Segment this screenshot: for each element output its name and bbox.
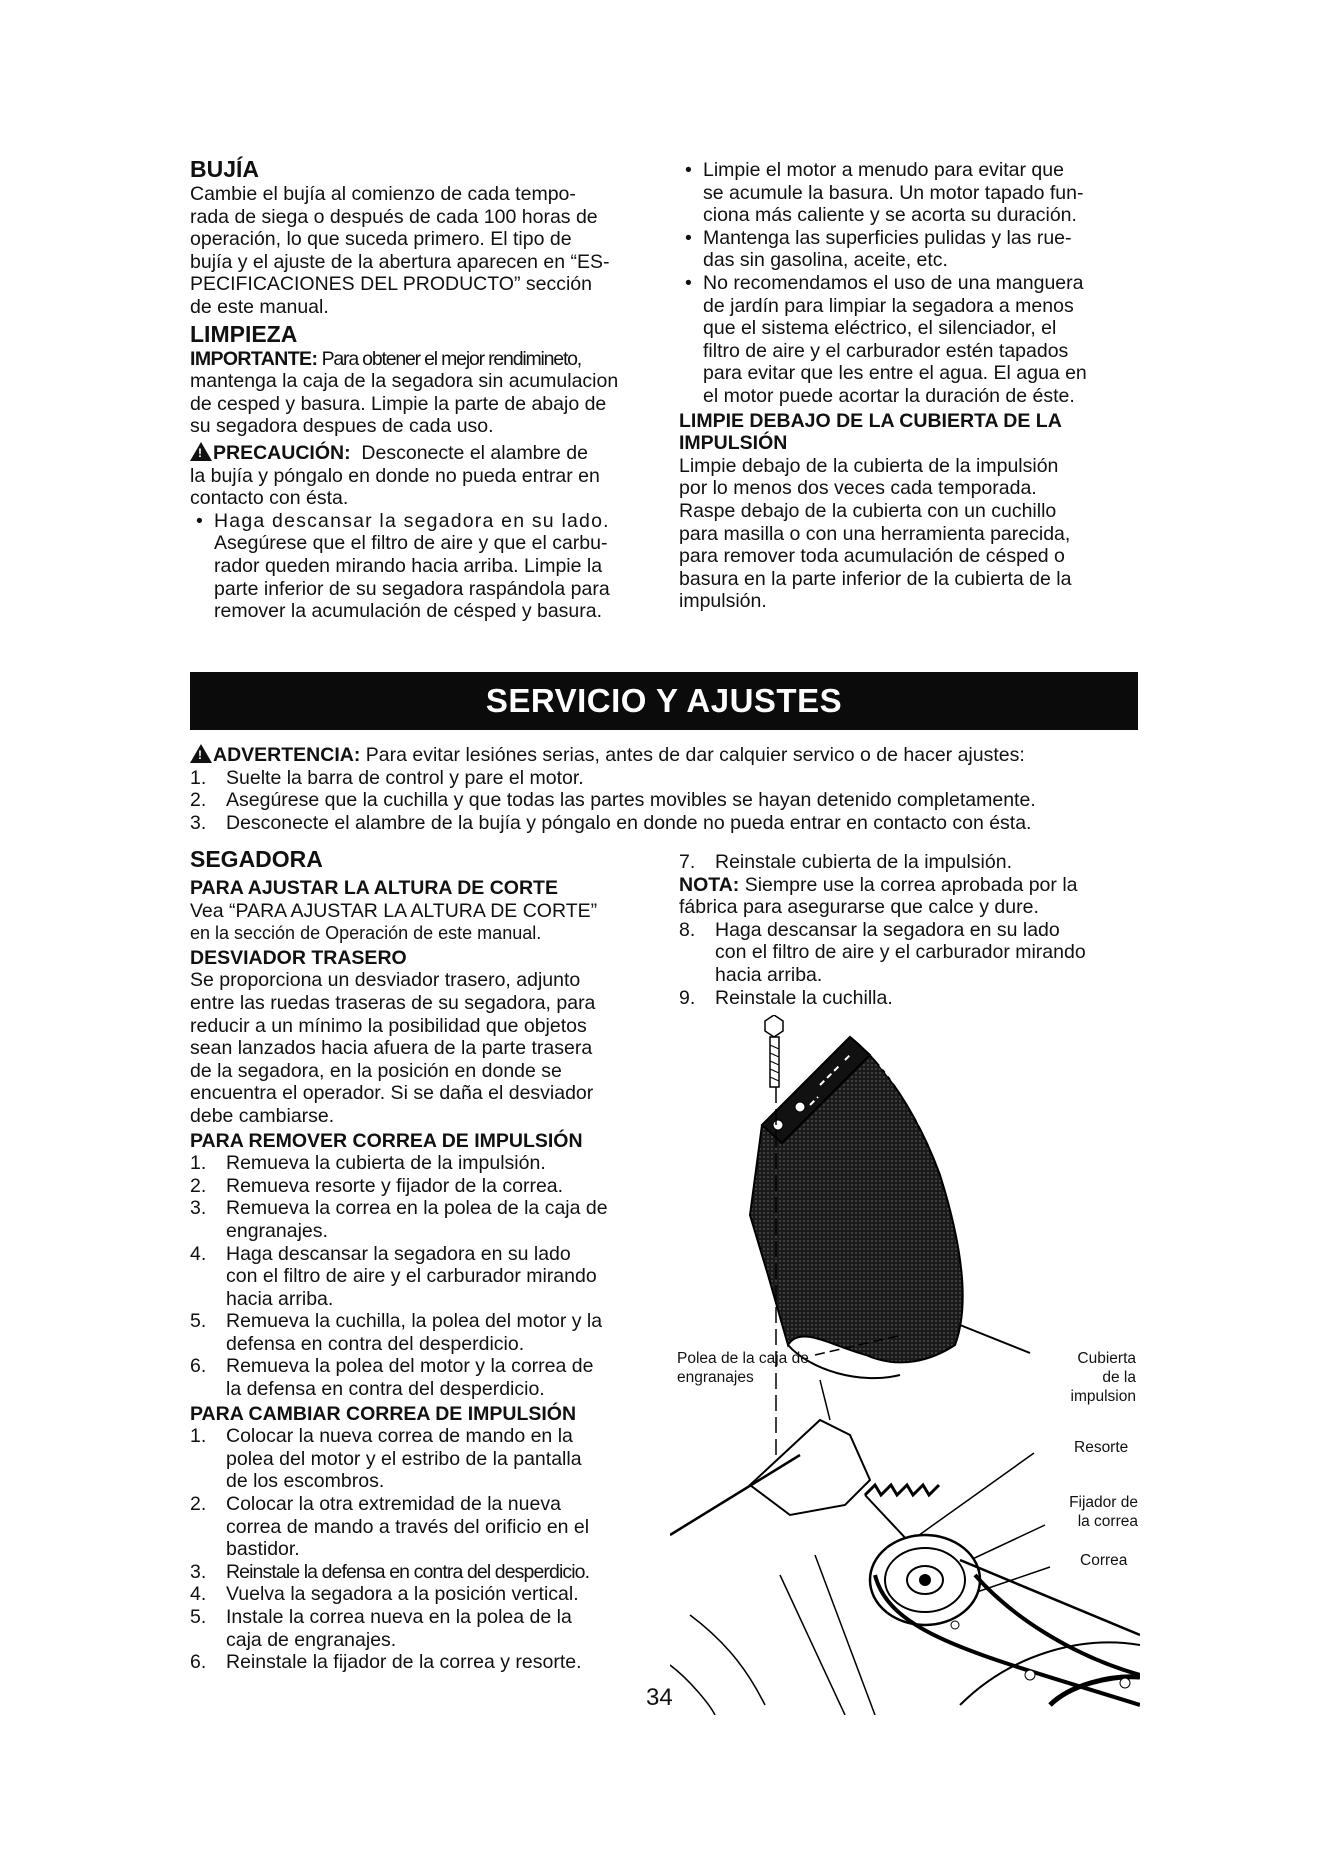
text-line — [190, 744, 1150, 767]
text-span: Desconecte el alambre de — [350, 441, 588, 464]
text-line: das sin gasolina, aceite, etc. — [703, 249, 948, 272]
label-line: engranajes — [677, 1369, 754, 1386]
text-line: basura en la parte inferior de la cubierta de la — [679, 567, 1072, 590]
list-item — [190, 789, 1150, 812]
text-line: Vea “PARA AJUSTAR LA ALTURA DE CORTE” — [190, 899, 598, 922]
item-text: Suelte la barra de control y pare el motor. — [226, 766, 584, 789]
right-top-column — [679, 159, 1139, 613]
label-polea — [677, 1349, 809, 1387]
text-line: Remueva resorte y fijador de la correa. — [226, 1174, 564, 1197]
text-line: para evitar que les entre el agua. El agua en — [703, 362, 1087, 385]
text-span: Para evitar lesiónes serias, antes de dar calquier servico o de hacer ajustes: — [360, 744, 1025, 766]
drive-cover-shape — [750, 1037, 963, 1362]
text-line: correa de mando a través del orificio en el — [226, 1515, 590, 1538]
text-line: Colocar la otra extremidad de la nueva — [226, 1493, 561, 1516]
text-line: la bujía y póngalo en donde no pueda entrar en — [190, 464, 600, 487]
text-line: Reinstale la defensa en contra del desperdicio. — [226, 1560, 590, 1583]
text-line: impulsión. — [679, 590, 767, 613]
text-line: caja de engranajes. — [226, 1628, 397, 1651]
text-line: por lo menos dos veces cada temporada. — [679, 477, 1037, 500]
text-line: se acumule la basura. Un motor tapado fun- — [703, 181, 1084, 204]
text-line: Colocar la nueva correa de mando en la — [226, 1425, 573, 1448]
bullet-item — [679, 159, 1139, 227]
text-line: Haga descansar la segadora en su lado — [226, 1242, 571, 1265]
list-item — [679, 851, 1139, 874]
warning-block — [190, 744, 1150, 834]
text-line: Remueva la correa en la polea de la caja de — [226, 1197, 608, 1220]
item-number: 4. — [190, 1242, 207, 1265]
hole-shape — [795, 1102, 805, 1112]
text-line: Limpie debajo de la cubierta de la impulsión — [679, 454, 1059, 477]
text-line: su segadora despues de cada uso. — [190, 415, 494, 438]
label-line: Fijador de — [1069, 1494, 1138, 1511]
text-line: de cesped y basura. Limpie la parte de abajo de — [190, 392, 607, 415]
bujia-heading: BUJÍA — [190, 156, 260, 182]
bullet-item — [679, 227, 1139, 272]
label-line: Polea de la caja de — [677, 1350, 809, 1367]
text-line: • No recomendamos el uso de una manguera — [703, 271, 1084, 294]
item-number: 2. — [190, 1493, 207, 1516]
list-item — [190, 1197, 660, 1242]
list-item — [190, 767, 1150, 790]
text-line: engranajes. — [226, 1219, 328, 1242]
text-line: con el filtro de aire y el carburador mirando — [715, 941, 1086, 964]
item-text: Reinstale cubierta de la impulsión. — [715, 851, 1012, 873]
precaucion-label: PRECAUCIÓN: — [213, 441, 351, 464]
label-line: la correa — [1077, 1513, 1138, 1530]
text-line: con el filtro de aire y el carburador mirando — [226, 1265, 597, 1288]
nota-label: NOTA: — [679, 873, 740, 896]
desviador-paragraph — [190, 969, 660, 1127]
list-item — [190, 1651, 660, 1674]
item-number: 2. — [190, 789, 207, 812]
limpieza-heading: LIMPIEZA — [190, 320, 298, 347]
text-line: operación, lo que suceda primero. El tipo de — [190, 228, 572, 251]
bujia-paragraph — [190, 183, 660, 319]
text-line: polea del motor y el estribo de la pantalla — [226, 1447, 582, 1470]
list-item — [190, 1243, 660, 1311]
importante-paragraph — [190, 348, 660, 438]
hole-shape — [773, 1120, 783, 1130]
label-resorte: Resorte — [1074, 1439, 1129, 1456]
text-line: mantenga la caja de la segadora sin acumulacion — [190, 370, 619, 393]
text-line: Cambie el bujía al comienzo de cada tempo- — [190, 183, 576, 205]
item-number: 1. — [190, 1152, 207, 1175]
label-cubierta — [1030, 1349, 1136, 1406]
text-line: filtro de aire y el carburador estén tapados — [703, 339, 1069, 362]
limpie-heading: LIMPIE DEBAJO DE LA CUBIERTA DE LA — [679, 409, 1062, 432]
text-line: de la segadora, en la posición en donde se — [190, 1059, 562, 1082]
text-line: de los escombros. — [226, 1470, 385, 1493]
text-line: debe cambiarse. — [190, 1104, 335, 1127]
list-item — [190, 1310, 660, 1355]
text-line: remover la acumulación de césped y basura. — [214, 600, 603, 623]
list-item — [190, 1152, 660, 1175]
list-item — [190, 1606, 660, 1651]
importante-label: IMPORTANTE: — [190, 347, 318, 370]
item-number: 1. — [190, 1425, 207, 1448]
text-line: PECIFICACIONES DEL PRODUCTO” sección — [190, 273, 592, 296]
list-item — [190, 1561, 660, 1584]
text-line: Vuelva la segadora a la posición vertical. — [226, 1583, 579, 1606]
page-number: 34 — [646, 1684, 673, 1711]
item-number: 3. — [190, 1197, 207, 1220]
limpie-paragraph — [679, 455, 1139, 613]
label-line: impulsion — [1070, 1388, 1136, 1405]
list-item — [679, 919, 1139, 987]
text-line: encuentra el operador. Si se daña el desviador — [190, 1082, 594, 1105]
item-number: 4. — [190, 1583, 207, 1606]
item-number: 1. — [190, 766, 207, 789]
text-line — [190, 442, 660, 465]
text-line: • Mantenga las superficies pulidas y las rue- — [703, 226, 1072, 249]
frame-bracket-shape — [750, 1420, 870, 1515]
limpie-heading-2: IMPULSIÓN — [679, 432, 788, 455]
text-line: hacia arriba. — [715, 963, 823, 986]
text-line: Remueva la cuchilla, la polea del motor y la — [226, 1310, 603, 1333]
warning-icon — [190, 442, 212, 461]
text-line: Raspe debajo de la cubierta con un cuchillo — [679, 499, 1057, 522]
text-line: rador queden mirando hacia arriba. Limpie la — [214, 554, 603, 577]
item-number: 3. — [190, 1560, 207, 1583]
list-item — [190, 1175, 660, 1198]
list-item — [190, 1355, 660, 1400]
text-line: • Limpie el motor a menudo para evitar que — [703, 159, 1064, 181]
text-line: para remover toda acumulación de césped o — [679, 545, 1065, 568]
text-line: hacia arriba. — [226, 1287, 334, 1310]
cambiar-heading: PARA CAMBIAR CORREA DE IMPULSIÓN — [190, 1402, 577, 1425]
text-line: contacto con ésta. — [190, 487, 349, 510]
item-number: 6. — [190, 1651, 207, 1674]
list-item — [190, 1583, 660, 1606]
segadora-heading: SEGADORA — [190, 846, 323, 872]
text-line: el motor puede acortar la duración de éste. — [703, 384, 1075, 407]
text-line: que el sistema eléctrico, el silenciador, el — [703, 317, 1057, 340]
list-item — [190, 1493, 660, 1561]
text-line: para masilla o con una herramienta parecida, — [679, 522, 1071, 545]
label-correa: Correa — [1080, 1552, 1128, 1569]
label-line: Cubierta — [1077, 1350, 1136, 1367]
pulley-icon — [870, 1535, 980, 1625]
item-number: 5. — [190, 1310, 207, 1333]
text-line: sean lanzados hacia afuera de la parte trasera — [190, 1037, 593, 1060]
text-line: Remueva la polea del motor y la correa de — [226, 1355, 594, 1378]
text-line: Remueva la cubierta de la impulsión. — [226, 1152, 546, 1175]
text-line: bastidor. — [226, 1538, 300, 1561]
text-line: defensa en contra del desperdicio. — [226, 1332, 525, 1355]
left-top-column — [190, 156, 660, 623]
item-number: 3. — [190, 811, 207, 834]
warning-icon — [190, 744, 212, 763]
text-line: ciona más caliente y se acorta su duración. — [703, 204, 1077, 227]
precaucion-paragraph — [190, 442, 660, 510]
item-number: 7. — [679, 851, 696, 873]
list-item — [190, 1425, 660, 1493]
bullet-item — [679, 272, 1139, 408]
text-line: en la sección de Operación de este manual. — [190, 923, 542, 944]
text-line: • Haga descansar la segadora en su lado. — [214, 509, 610, 532]
text-line: Reinstale la fijador de la correa y resorte. — [226, 1651, 582, 1674]
list-item — [190, 812, 1150, 835]
advertencia-label: ADVERTENCIA: — [213, 744, 361, 766]
text-line: fábrica para asegurarse que calce y dure. — [679, 896, 1039, 919]
altura-heading: PARA AJUSTAR LA ALTURA DE CORTE — [190, 877, 558, 899]
right-bottom-column — [679, 851, 1139, 1009]
desviador-heading: DESVIADOR TRASERO — [190, 946, 407, 969]
text-line: Instale la correa nueva en la polea de la — [226, 1606, 572, 1628]
text-line: entre las ruedas traseras de su segadora, para — [190, 991, 596, 1014]
text-line: Se proporciona un desviador trasero, adjunto — [190, 969, 581, 992]
left-bottom-column — [190, 846, 660, 1674]
text-span: Siempre use la correa aprobada por la — [739, 873, 1078, 896]
item-number: 2. — [190, 1174, 207, 1197]
section-banner: SERVICIO Y AJUSTES — [190, 672, 1138, 730]
text-line: rada de siega o después de cada 100 horas de — [190, 205, 598, 228]
item-text: Desconecte el alambre de la bujía y póngalo en donde no pueda entrar en contacto con ésta. — [226, 811, 1032, 834]
text-line: Asegúrese que el filtro de aire y que el carbu- — [214, 532, 608, 555]
item-number: 6. — [190, 1355, 207, 1378]
text-line: reducir a un mínimo la posibilidad que objetos — [190, 1014, 587, 1037]
item-text: Asegúrese que la cuchilla y que todas las partes movibles se hayan detenido completamente. — [226, 789, 1036, 812]
item-number: 5. — [190, 1606, 207, 1628]
text-line: parte inferior de su segadora raspándola para — [214, 577, 610, 600]
label-fijador — [1052, 1493, 1138, 1531]
bolt-icon — [765, 1015, 783, 1087]
text-line — [190, 348, 660, 371]
text-line: de jardín para limpiar la segadora a menos — [703, 294, 1074, 317]
text-line: de este manual. — [190, 295, 329, 318]
list-item — [679, 987, 1139, 1010]
item-text: Reinstale la cuchilla. — [715, 986, 893, 1009]
text-line: Haga descansar la segadora en su lado — [715, 918, 1060, 941]
bullet-item — [190, 510, 660, 623]
text-line: la defensa en contra del desperdicio. — [226, 1378, 545, 1401]
text-line: bujía y el ajuste de la abertura aparecen en “ES- — [190, 250, 610, 273]
text-span: Para obtener el mejor rendimineto, — [317, 347, 582, 370]
item-number: 9. — [679, 986, 696, 1009]
item-number: 8. — [679, 918, 696, 941]
remover-heading: PARA REMOVER CORREA DE IMPULSIÓN — [190, 1129, 583, 1152]
label-line: de la — [1102, 1369, 1136, 1386]
text-line — [679, 874, 1139, 897]
